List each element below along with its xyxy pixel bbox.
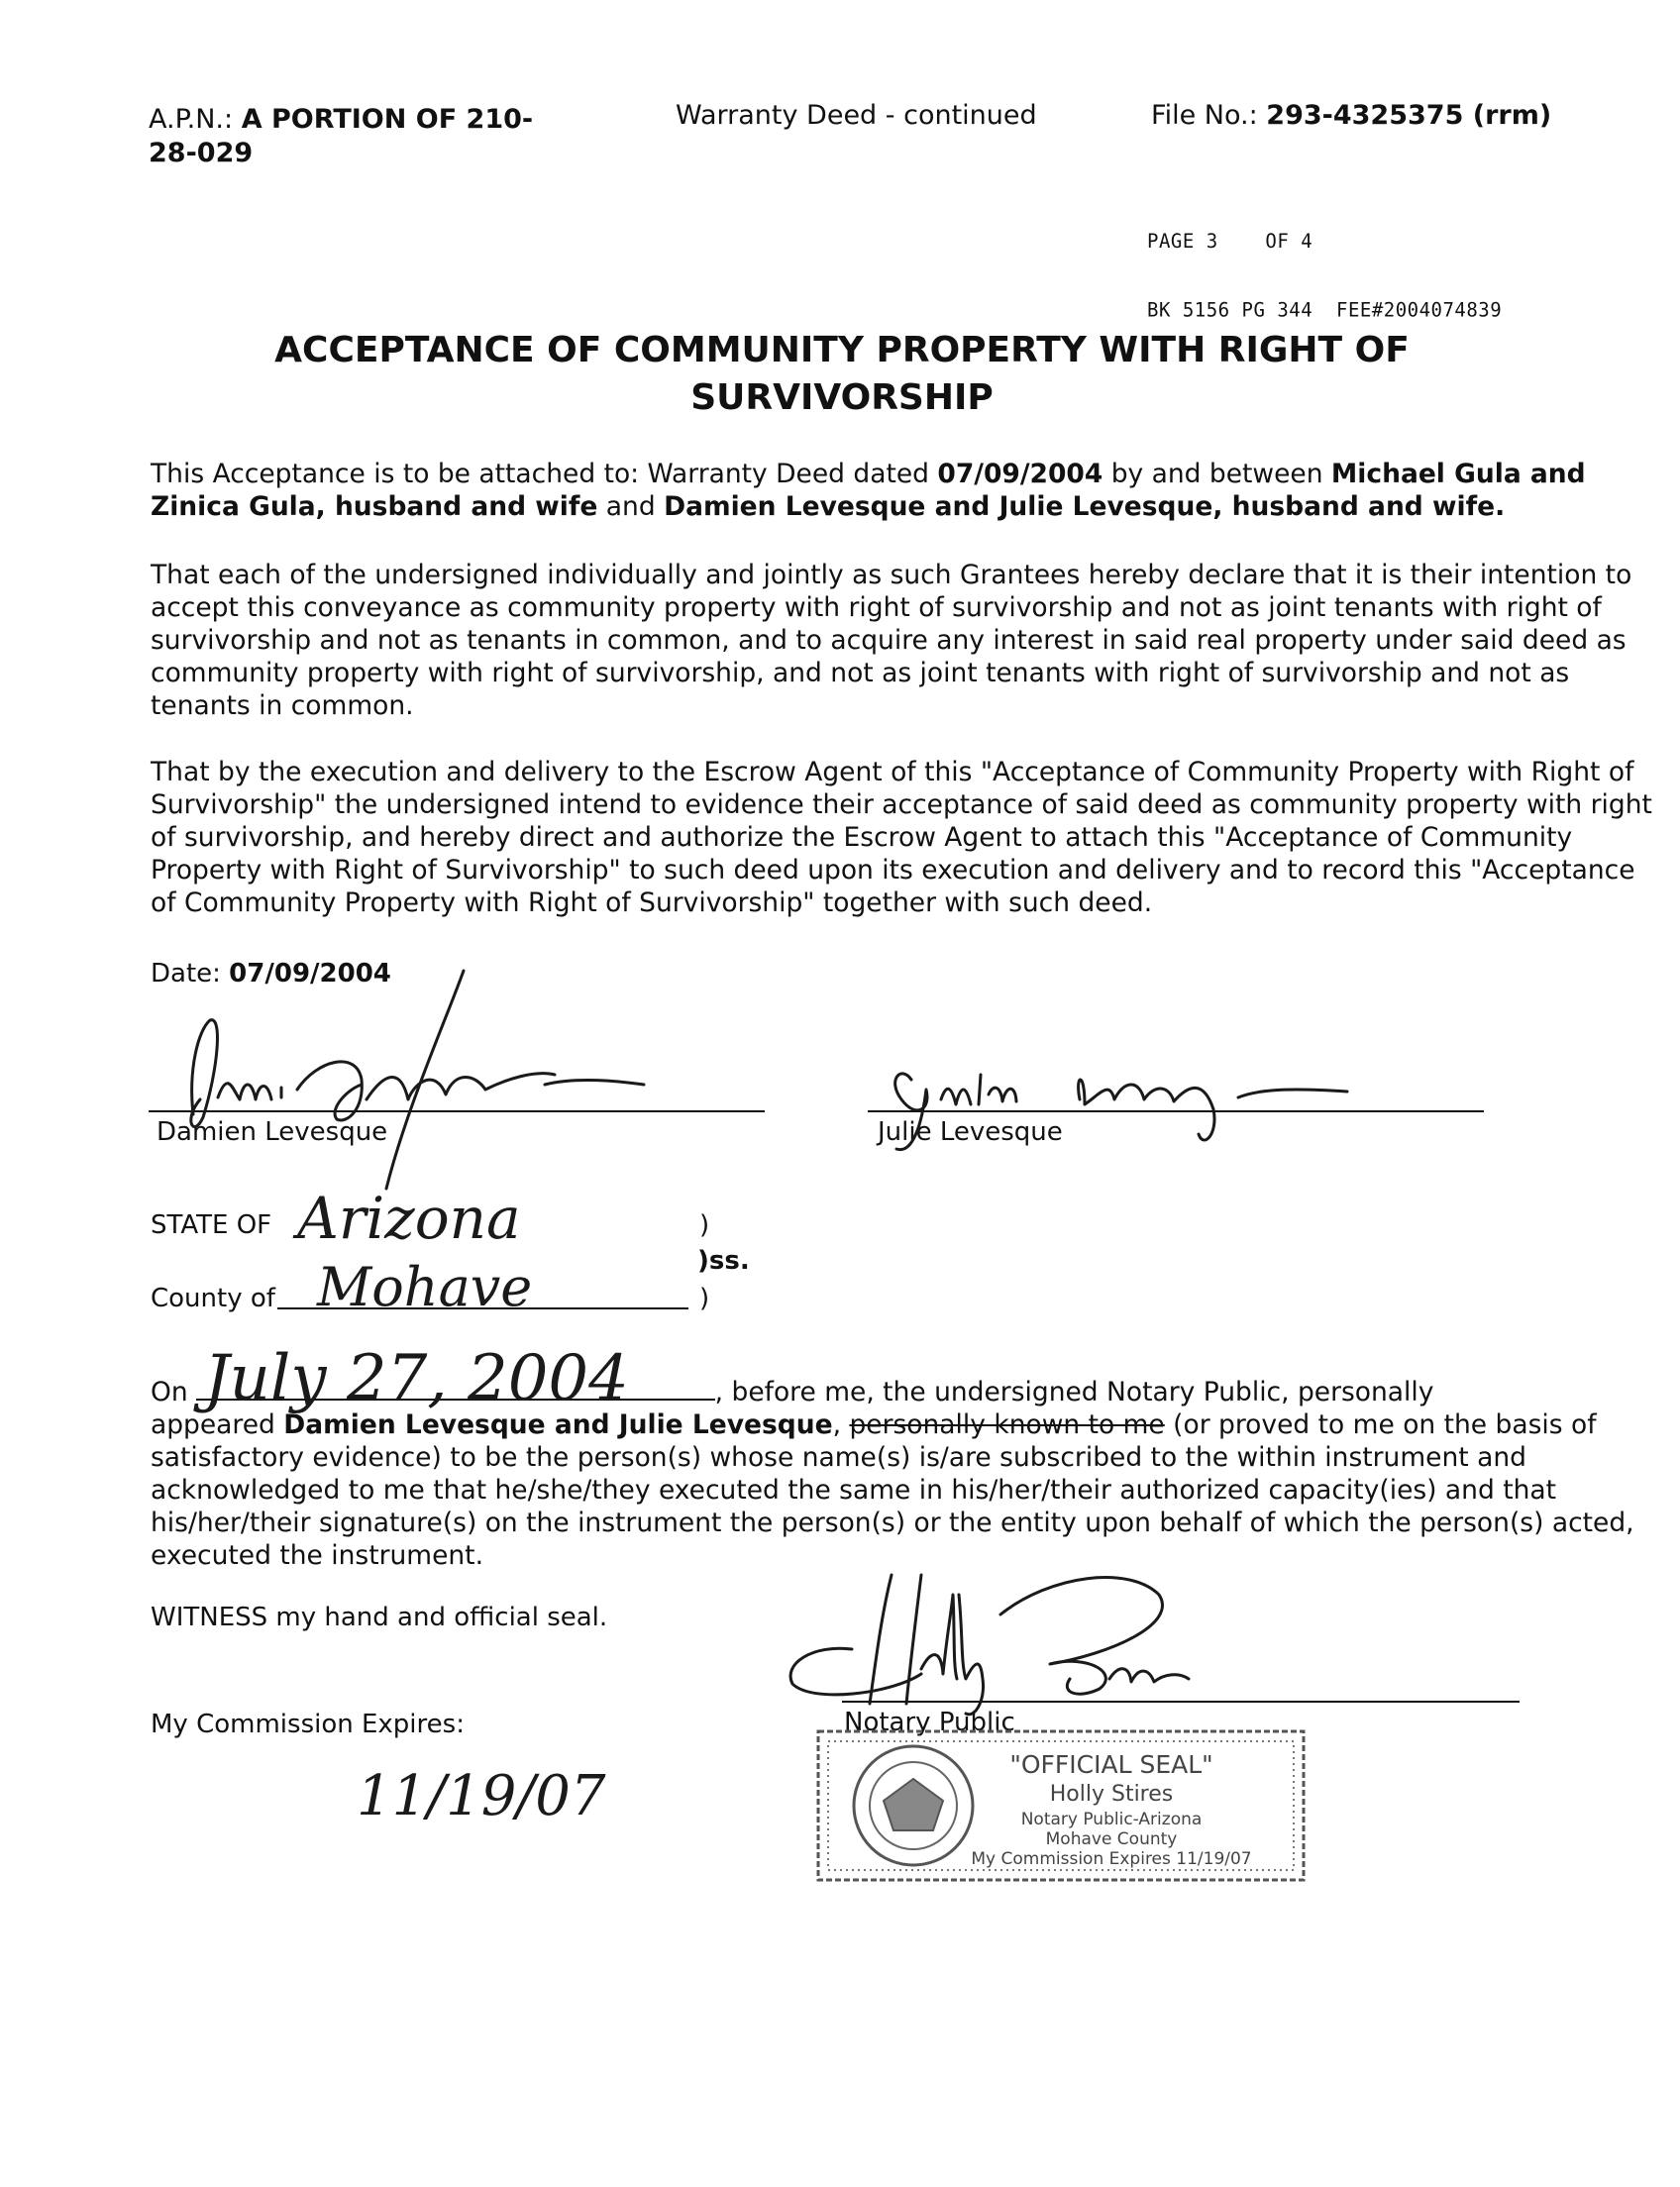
seal-line-1: "OFFICIAL SEAL" <box>1009 1750 1213 1779</box>
official-seal <box>814 1721 1310 1890</box>
header-doc-title: Warranty Deed - continued <box>676 100 1037 131</box>
para1-line: survivorship and not as tenants in common, and to acquire any interest in said real property under said deed as <box>151 625 1627 656</box>
venue-paren-2: ) <box>699 1284 710 1313</box>
ack-appeared: appeared <box>151 1409 284 1440</box>
signature-damien <box>149 951 683 1179</box>
seal-line-2: Holly Stires <box>1049 1782 1174 1807</box>
apn-value-2: 28-029 <box>149 138 254 168</box>
ack-line-4: acknowledged to me that he/she/they executed the same in his/her/their authorized capacity(ies) and that <box>151 1475 1557 1506</box>
para2-line: of Community Property with Right of Survivorship" together with such deed. <box>151 887 1153 918</box>
grantees: Damien Levesque and Julie Levesque, husband and wife. <box>664 491 1506 522</box>
venue-paren-1: ) <box>699 1210 710 1240</box>
title-line-1: ACCEPTANCE OF COMMUNITY PROPERTY WITH RIGHT OF <box>274 330 1410 370</box>
para2-line: Property with Right of Survivorship" to such deed upon its execution and delivery and to record this "Acceptance <box>151 855 1635 885</box>
seal-line-5: My Commission Expires 11/19/07 <box>971 1849 1252 1869</box>
state-seal-emblem <box>884 1779 943 1830</box>
recording-stamp <box>1147 184 1502 345</box>
para1-line: tenants in common. <box>151 690 414 721</box>
grantor-2: Zinica Gula, husband and wife <box>151 491 598 522</box>
document-title <box>198 327 1486 422</box>
file-number <box>1151 99 1551 133</box>
seal-line-4: Mohave County <box>1045 1829 1178 1849</box>
commission-handwriting <box>357 1753 606 1832</box>
para1-line: That each of the undersigned individually and jointly as such Grantees hereby declare that it is their intention to <box>151 560 1632 590</box>
ack-line-6: executed the instrument. <box>151 1540 483 1571</box>
para1-line: accept this conveyance as community property with right of survivorship and not as joint tenants with right of <box>151 592 1602 623</box>
signature-notary <box>773 1555 1268 1723</box>
ack-on: On <box>151 1377 188 1407</box>
ack-line-5: his/her/their signature(s) on the instrument the person(s) or the entity upon behalf of which the person(s) acted, <box>151 1508 1634 1538</box>
ack-names: Damien Levesque and Julie Levesque <box>283 1409 833 1440</box>
commission-label: My Commission Expires: <box>151 1710 465 1739</box>
recording-book: BK 5156 PG 344 FEE#2004074839 <box>1147 298 1503 322</box>
para1-line: community property with right of survivorship, and not as joint tenants with right of survivorship and not as <box>151 658 1570 688</box>
para2-line: of survivorship, and hereby direct and authorize the Escrow Agent to attach this "Acceptance of Community <box>151 822 1573 853</box>
ack-date-handwriting-text: July 27, 2004 <box>204 1342 629 1415</box>
paragraph-execution <box>151 756 1652 919</box>
file-value: 293-4325375 (rrm) <box>1266 100 1552 131</box>
ack-comma: , <box>832 1409 850 1440</box>
intro-text-1: This Acceptance is to be attached to: Warranty Deed dated <box>151 459 938 489</box>
signer-name-right: Julie Levesque <box>878 1117 1063 1147</box>
seal-line-3: Notary Public-Arizona <box>1020 1810 1203 1829</box>
file-label: File No.: <box>1151 100 1258 131</box>
signature-julie <box>872 1040 1426 1169</box>
signer-name-left: Damien Levesque <box>157 1117 388 1147</box>
venue-ss: )ss. <box>697 1246 750 1276</box>
grantor-1: Michael Gula and <box>1330 459 1586 489</box>
county-label: County of <box>151 1284 275 1313</box>
recording-page: PAGE 3 OF 4 <box>1147 230 1313 254</box>
intro-text-2: by and between <box>1102 459 1331 489</box>
deed-date: 07/09/2004 <box>937 459 1103 489</box>
date-value: 07/09/2004 <box>229 959 391 989</box>
notary-label: Notary Public <box>844 1708 1015 1737</box>
apn-label: A.P.N.: <box>149 104 234 135</box>
apn-value-1: A PORTION OF 210- <box>241 104 534 135</box>
para2-line: Survivorship" the undersigned intend to evidence their acceptance of said deed as community property with right <box>151 789 1652 820</box>
date-label: Date: <box>151 959 221 989</box>
ack-struck-text: personally known to me <box>849 1409 1165 1440</box>
county-handwriting-text: Mohave <box>317 1256 533 1318</box>
commission-date-text: 11/19/07 <box>357 1764 606 1828</box>
paragraph-intention <box>151 559 1632 722</box>
ack-line-2: (or proved to me on the basis of <box>1164 1409 1597 1440</box>
intro-paragraph <box>151 458 1586 523</box>
apn <box>149 103 533 170</box>
state-label: STATE OF <box>151 1210 272 1240</box>
ack-line-1: , before me, the undersigned Notary Public, personally <box>714 1377 1434 1407</box>
state-handwriting <box>297 1179 575 1258</box>
witness-text: WITNESS my hand and official seal. <box>151 1603 608 1632</box>
state-handwriting-text: Arizona <box>297 1185 521 1252</box>
county-handwriting <box>317 1248 594 1317</box>
ack-line-3: satisfactory evidence) to be the person(s) whose name(s) is/are subscribed to the within instrument and <box>151 1442 1526 1473</box>
para2-line: That by the execution and delivery to the Escrow Agent of this "Acceptance of Community Property with Right of <box>151 757 1634 787</box>
intro-text-3: and <box>597 491 665 522</box>
title-line-2: SURVIVORSHIP <box>690 377 994 418</box>
ack-date-handwriting <box>198 1332 713 1415</box>
